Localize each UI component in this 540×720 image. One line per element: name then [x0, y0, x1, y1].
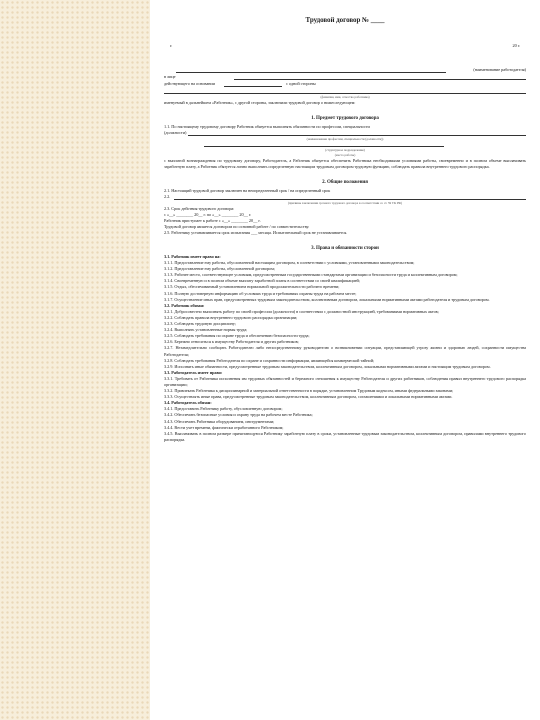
position-line — [164, 130, 526, 137]
clause-3-4-2: 3.4.2. Обеспечить безопасные условия и охрану труда на рабочем месте Работника; — [164, 412, 313, 418]
clause-3-2-6: 3.2.6. Бережно относиться к имуществу Работодателя и других работников; — [164, 339, 299, 345]
place-date-row — [164, 43, 526, 49]
clause-2-3: 2.3. Срок действия трудового договора: — [164, 205, 235, 211]
employee-caption: (фамилия, имя, отчество работника) — [320, 95, 370, 100]
reason-line — [164, 194, 526, 201]
clause-3-2-7: 3.2.7. Незамедлительно сообщить Работодателю либо непосредственному руководителю о возникновении ситуации, представляющей угрозу жизни и здоровью людей, сохранности имущества Работодателя; — [164, 345, 526, 357]
clause-2-3-dates: с «__» ________ 20__ г. по «__» ________ 20__ г. — [164, 211, 252, 217]
clause-2-2-label: 2.2. — [164, 193, 171, 199]
document-title: Трудовой договор № ____ — [305, 16, 385, 24]
represented-line — [164, 74, 526, 81]
clause-3-4-3: 3.4.3. Обеспечить Работника оборудованием, инструментами; — [164, 418, 275, 424]
clause-3-2-8: 3.2.8. Соблюдать требования Работодателя по охране и сохранности информации, являющейся коммерческой тайной; — [164, 357, 375, 363]
subsection-3-2: 3.2. Работник обязан: — [164, 302, 205, 308]
clause-3-1-5: 3.1.5. Отдых, обеспечиваемый установлением нормальной продолжительности рабочего времени; — [164, 284, 340, 290]
clause-3-3-2: 3.3.2. Привлекать Работника к дисциплинарной и материальной ответственности в порядке, установленном Трудовым кодексом, иными федеральными законами; — [164, 388, 454, 394]
clause-3-4-1: 3.4.1. Предоставить Работнику работу, обусловленную договором; — [164, 406, 283, 412]
clause-3-2-1: 3.2.1. Добросовестно выполнять работу по своей профессии (должности) в соответствии с должностной инструкцией, требованиями нормативных актов; — [164, 308, 439, 314]
clause-2-4: Работник приступает к работе с «__» ________ 20__ г. — [164, 217, 261, 223]
subsection-3-1: 3.1. Работник имеет право на: — [164, 254, 221, 259]
clause-3-3-3: 3.3.3. Осуществлять иные права, предусмотренные трудовым законодательством, коллективным договором, соглашениями и локальными нормативными актами. — [164, 394, 453, 400]
clause-3-1-7: 3.1.7. Осуществление иных прав, предусмотренных трудовым законодательством, коллективным договором, локальными нормативными актами работодателя и трудовым договором. — [164, 296, 490, 302]
section-3-heading: 3. Права и обязанности сторон — [311, 246, 379, 251]
clause-2-1: 2.1. Настоящий трудовой договор заключен на неопределенный срок / на определенный срок — [164, 187, 331, 193]
date-label: 20 г. — [512, 43, 520, 48]
subsection-3-3: 3.3. Работодатель имеет право: — [164, 369, 223, 375]
employer-caption: (наименование работодателя) — [473, 67, 526, 73]
clause-3-2-2: 3.2.2. Соблюдать правила внутреннего трудового распорядка организации; — [164, 314, 298, 320]
workplace-caption: (место работы) — [334, 153, 356, 158]
subsection-3-4: 3.4. Работодатель обязан: — [164, 400, 212, 406]
clause-1-2: с выплатой вознаграждения по трудовому договору, Работодатель, а Работник обязуется обеспечить Работника необходимыми условиями работы, своевременно и в полном объеме выплачивать заработную плату, а Работник обязуется лично выполнять определенную настоящим трудовым договором трудовую функцию, соблюдать правила внутреннего трудового распорядка. — [164, 157, 526, 169]
section-2-heading: 2. Общие положения — [322, 179, 368, 185]
clause-3-2-9: 3.2.9. Исполнять иные обязанности, предусмотренные трудовым законодательством, коллективным договором, локальными нормативными актами и настоящим трудовым договором. — [164, 363, 491, 369]
represented-label: в лице — [164, 74, 176, 80]
position-caption: (наименование профессии, специальности (должности)) — [306, 136, 384, 141]
clause-3-3-1: 3.3.1. Требовать от Работника исполнения им трудовых обязанностей и бережного отношения к имуществу Работодателя и других работников, соблюдения правил внутреннего трудового распорядка организации; — [164, 375, 526, 387]
clause-3-4-4: 3.4.4. Вести учет времени, фактически отработанного Работником; — [164, 424, 284, 430]
contract-text — [164, 16, 526, 443]
clause-3-1-4: 3.1.4. Своевременную и в полном объеме выплату заработной платы в соответствии со своей квалификацией; — [164, 278, 360, 284]
basis-line — [164, 81, 526, 88]
clause-2-4b: Трудовой договор является договором по основной работе / по совместительству. — [164, 223, 310, 229]
clause-2-5: 2.5. Работнику устанавливается срок испытания ___ месяца. Испытательный срок не устанавливается. — [164, 229, 348, 235]
position-label: (должности) — [164, 129, 187, 135]
clause-3-4-5: 3.4.5. Выплачивать в полном размере причитающуюся Работнику заработную плату в сроки, установленные трудовым законодательством, коллективным договором, правилами внутреннего трудового распорядка. — [164, 430, 526, 442]
basis-label: действующего на основании — [164, 81, 215, 87]
clause-3-2-3: 3.2.3. Соблюдать трудовую дисциплину; — [164, 321, 236, 327]
clause-3-1-1: 3.1.1. Предоставление ему работы, обусловленной настоящим договором, в соответствии с условиями, установленными законодательством; — [164, 260, 415, 266]
employee-line — [164, 88, 526, 95]
section-1-heading: 1. Предмет трудового договора — [311, 115, 379, 121]
clause-1-1: 1.1. По настоящему трудовому договору Работник обязуется выполнять обязанности по профессии, специальности — [164, 123, 370, 129]
city-label: г. — [170, 43, 173, 48]
department-caption: (структурное подразделение) — [325, 148, 365, 153]
clause-3-2-5: 3.2.5. Соблюдать требования по охране труда и обеспечению безопасности труда; — [164, 333, 310, 339]
document-page — [150, 0, 540, 720]
clause-3-1-3: 3.1.3. Рабочее место, соответствующее условиям, предусмотренным государственными стандартами организации и безопасности труда и коллективным договором; — [164, 272, 458, 278]
reason-caption: (причины заключения срочного трудового договора в соответствии со ст. 59 ТК РФ) — [287, 200, 403, 205]
employer-line — [164, 67, 526, 74]
clause-3-1-6: 3.1.6. Полную достоверную информацию об условиях труда и требованиях охраны труда на рабочем месте; — [164, 290, 357, 296]
clause-3-1-2: 3.1.2. Предоставление ему работы, обусловленной договором; — [164, 266, 275, 272]
one-side-label: с одной стороны — [286, 81, 316, 87]
clause-3-2-4: 3.2.4. Выполнять установленные нормы труда; — [164, 327, 248, 333]
department-line — [164, 141, 526, 148]
other-side-text: именуемый в дальнейшем «Работник», с другой стороны, заключили трудовой договор о нижеследующем: — [164, 99, 356, 105]
